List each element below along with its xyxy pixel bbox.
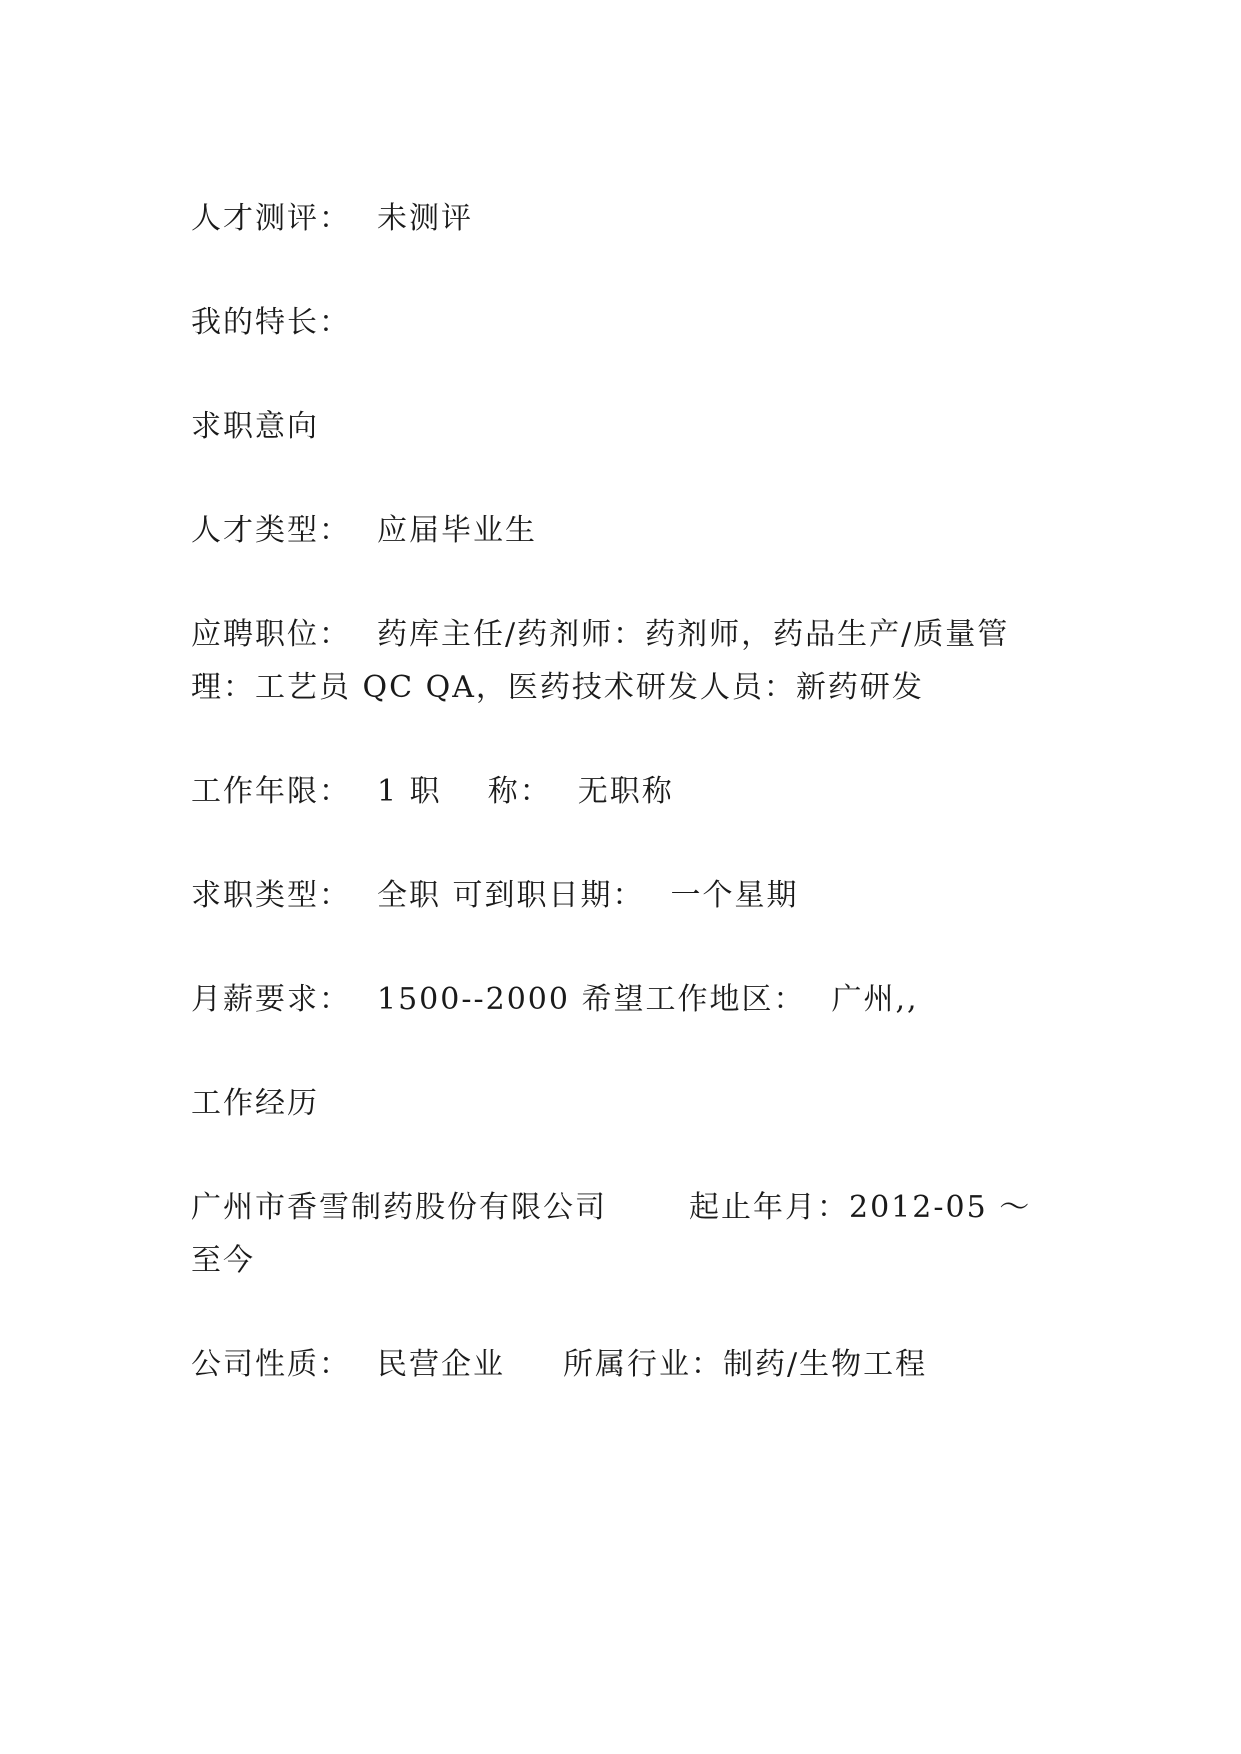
title-label: 职 称： (409, 774, 552, 809)
company-nature-row (191, 1345, 927, 1385)
salary-row (191, 980, 919, 1020)
period-label: 起止年月： (689, 1190, 849, 1225)
available-date-value: 一个星期 (670, 878, 799, 913)
work-years-row (191, 772, 674, 812)
job-intention-heading: 求职意向 (191, 409, 319, 444)
company-nature-value: 民营企业 (377, 1347, 505, 1382)
position-value-line2: 理：工艺员 QC QA，医药技术研发人员：新药研发 (191, 670, 924, 705)
work-years-label: 工作年限： (191, 774, 351, 809)
region-label: 希望工作地区： (581, 982, 806, 1017)
talent-type-label: 人才类型： (191, 513, 351, 548)
company-name: 广州市香雪制药股份有限公司 (191, 1190, 607, 1225)
position-label: 应聘职位： (191, 617, 351, 652)
talent-type-row (191, 511, 537, 551)
position-row-2 (191, 668, 924, 708)
available-date-label: 可到职日期： (452, 878, 645, 913)
talent-type-value: 应届毕业生 (377, 513, 537, 548)
period-value: 2012-05 ～ (849, 1190, 1032, 1225)
title-value: 无职称 (577, 774, 674, 809)
job-type-value: 全职 (377, 878, 441, 913)
period-end: 至今 (191, 1243, 255, 1278)
specialty-label: 我的特长： (191, 305, 351, 340)
region-value: 广州,, (831, 982, 919, 1017)
position-value-line1: 药库主任/药剂师：药剂师，药品生产/质量管 (377, 617, 1010, 652)
company-row-2 (191, 1241, 255, 1281)
work-years-value: 1 (377, 774, 399, 809)
talent-assessment-label: 人才测评： (191, 201, 351, 236)
salary-value: 1500--2000 (377, 982, 570, 1017)
talent-assessment-row (191, 199, 473, 239)
job-type-row (191, 876, 799, 916)
job-type-label: 求职类型： (191, 878, 351, 913)
company-row-1 (191, 1188, 1031, 1228)
position-row-1 (191, 615, 1009, 655)
company-nature-label: 公司性质： (191, 1347, 351, 1382)
talent-assessment-value: 未测评 (377, 201, 473, 236)
work-experience-heading: 工作经历 (191, 1086, 319, 1121)
salary-label: 月薪要求： (191, 982, 351, 1017)
industry-value: 制药/生物工程 (723, 1347, 928, 1382)
industry-label: 所属行业： (563, 1347, 723, 1382)
specialty-row (191, 303, 351, 343)
